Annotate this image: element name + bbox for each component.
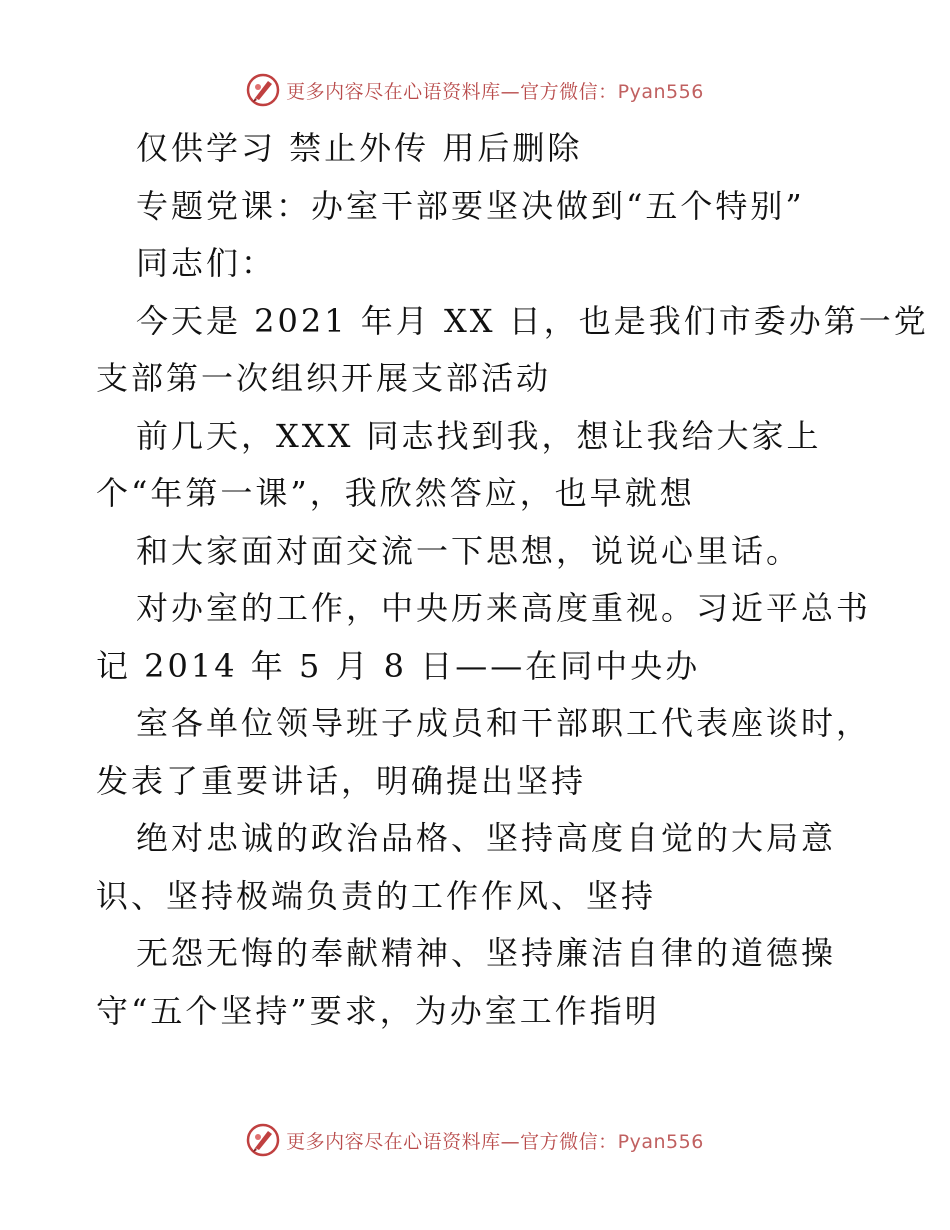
watermark-wechat-id: Pyan556 [617,80,704,103]
watermark-text [286,1127,704,1154]
paragraph-line: 守“五个坚持”要求，为办室工作指明 [96,991,660,1030]
disclaimer-line: 仅供学习 禁止外传 用后删除 [136,129,583,167]
paragraph-line: 个“年第一课”，我欣然答应，也早就想 [96,474,695,512]
paragraph-line: 支部第一次组织开展支部活动 [96,359,552,397]
header-watermark [0,72,950,108]
document-title: 专题党课：办室干部要坚决做到“五个特别” [136,186,805,225]
paragraph-line: 发表了重要讲话，明确提出坚持 [96,761,587,800]
watermark-label: 更多内容尽在心语资料库—官方微信： [286,80,618,103]
paragraph-line: 识、坚持极端负责的工作作风、坚持 [96,876,657,915]
paragraph-line: 绝对忠诚的政治品格、坚持高度自觉的大局意 [136,819,837,857]
footer-watermark [0,1122,950,1158]
paragraph-line: 记 2014 年 5 月 8 日——在同中央办 [96,646,701,685]
document-body [96,120,929,1040]
watermark-text [286,77,704,104]
paragraph-line: 和大家面对面交流一下思想，说说心里话。 [136,531,802,570]
paragraph-line: 前几天，XXX 同志找到我，想让我给大家上 [136,416,822,455]
paragraph-line: 对办室的工作，中央历来高度重视。习近平总书 [136,589,872,627]
paragraph-line: 无怨无悔的奉献精神、坚持廉洁自律的道德操 [136,934,837,972]
quill-pen-logo-icon [246,73,280,107]
paragraph-line: 室各单位领导班子成员和干部职工代表座谈时， [136,704,872,742]
quill-pen-logo-icon [246,1123,280,1157]
watermark-label: 更多内容尽在心语资料库—官方微信： [286,1130,618,1153]
watermark-wechat-id: Pyan556 [617,1130,704,1153]
salutation: 同志们： [136,244,277,282]
paragraph-line: 今天是 2021 年月 XX 日，也是我们市委办第一党 [136,301,929,340]
